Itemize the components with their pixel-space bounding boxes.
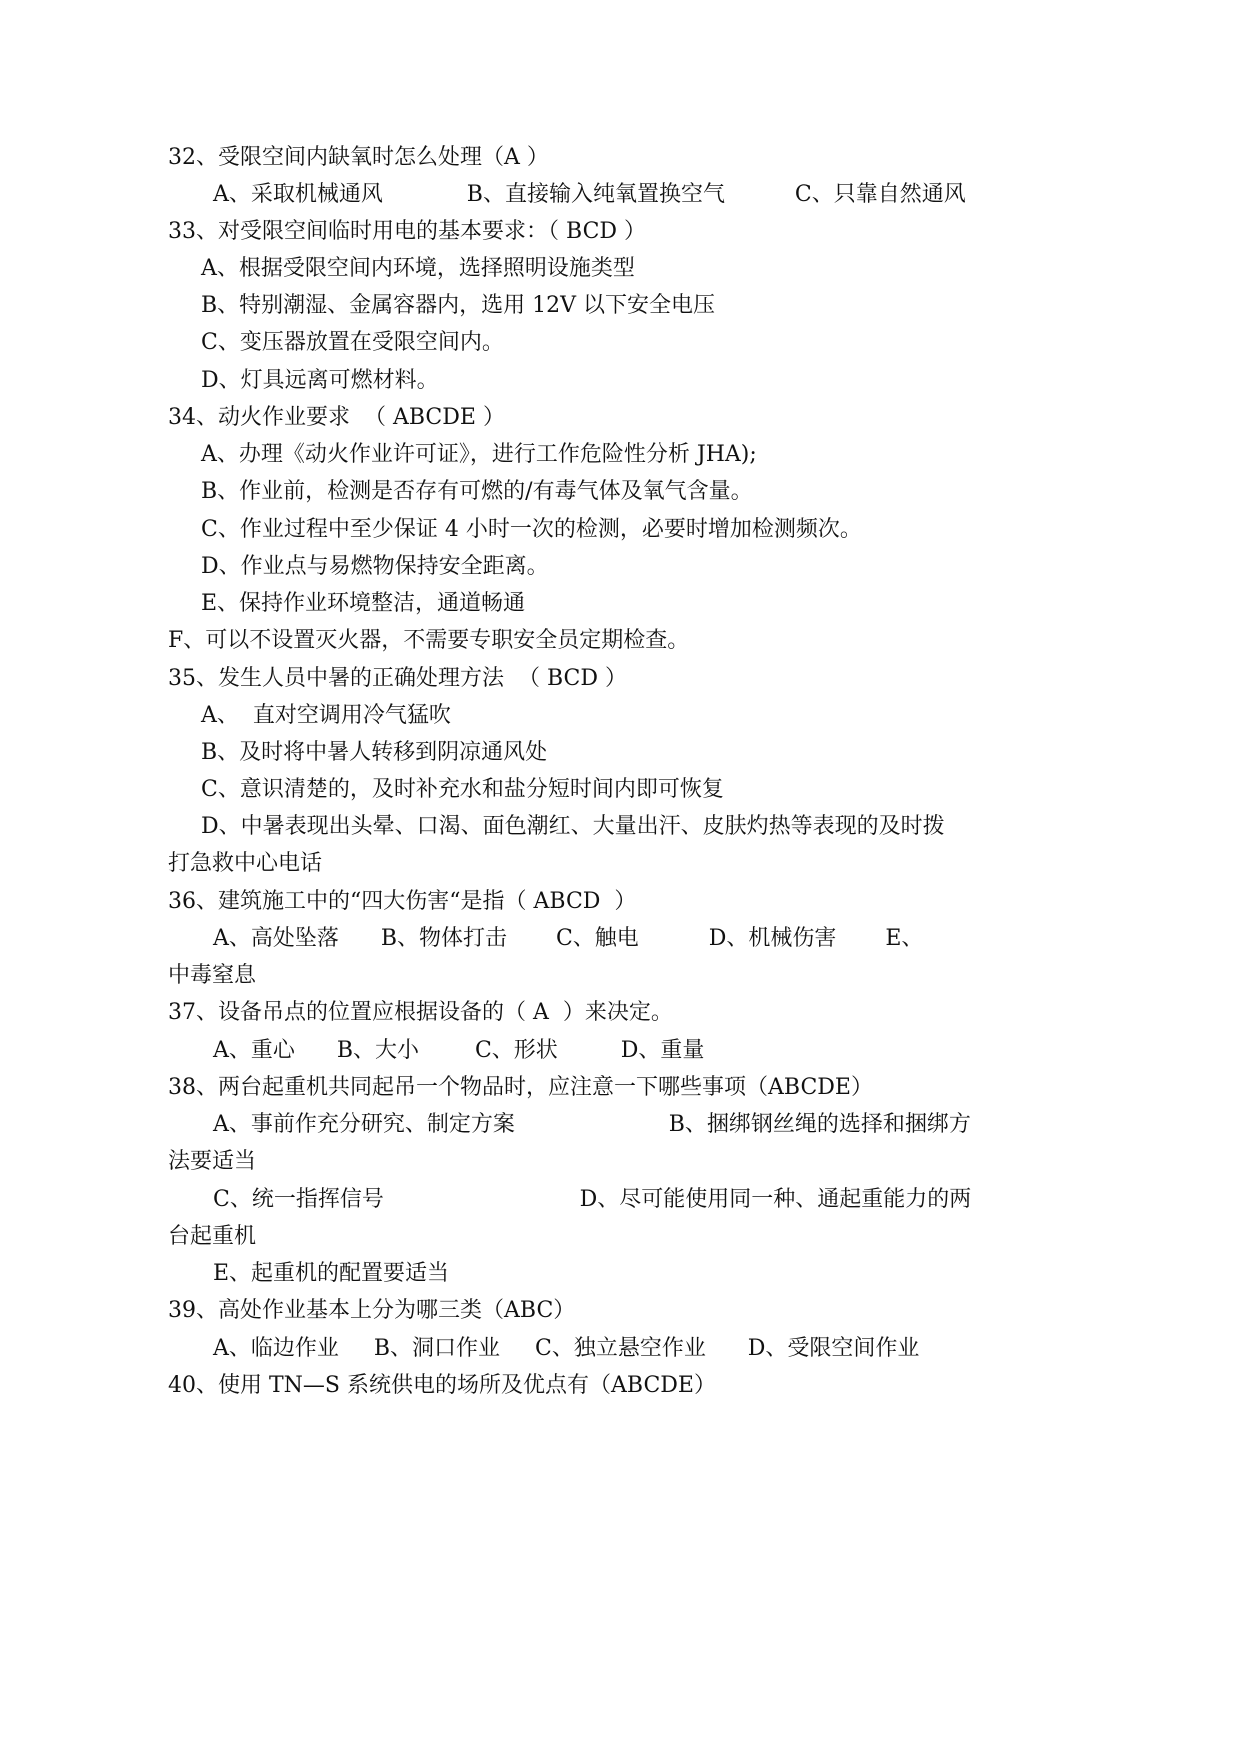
q34-option-c: C、作业过程中至少保证 4 小时一次的检测，必要时增加检测频次。: [201, 517, 862, 542]
q34-option-d: D、作业点与易燃物保持安全距离。: [201, 554, 549, 579]
q36-title: 36、建筑施工中的“四大伤害“是指（ ABCD ）: [168, 889, 637, 914]
q35-option-d: D、中暑表现出头晕、口渴、面色潮红、大量出汗、皮肤灼热等表现的及时拨: [201, 814, 945, 839]
q37-options: A、重心 B、大小 C、形状 D、重量: [213, 1038, 705, 1063]
q35-option-a: A、 直对空调用冷气猛吹: [201, 703, 451, 728]
q35-title: 35、发生人员中暑的正确处理方法 （ BCD ）: [168, 666, 628, 691]
q33-option-d: D、灯具远离可燃材料。: [201, 368, 439, 393]
q35-option-d-cont: 打急救中心电话: [168, 851, 323, 876]
q38-options-cd: C、统一指挥信号 D、尽可能使用同一种、通起重能力的两: [213, 1187, 972, 1212]
q36-options-cont: 中毒窒息: [168, 963, 257, 988]
q38-option-e: E、起重机的配置要适当: [213, 1261, 450, 1286]
q34-option-f: F、可以不设置灭火器，不需要专职安全员定期检查。: [168, 628, 690, 653]
q37-title: 37、设备吊点的位置应根据设备的（ A ）来决定。: [168, 1000, 673, 1025]
q38-options-ab: A、事前作充分研究、制定方案 B、捆绑钢丝绳的选择和捆绑方: [213, 1112, 971, 1137]
q36-options: A、高处坠落 B、物体打击 C、触电 D、机械伤害 E、: [213, 926, 924, 951]
q38-options-cd-cont: 台起重机: [168, 1224, 257, 1249]
q32-title: 32、受限空间内缺氧时怎么处理（A ）: [168, 145, 549, 170]
q34-option-b: B、作业前，检测是否存有可燃的/有毒气体及氧气含量。: [201, 479, 753, 504]
q35-option-c: C、意识清楚的，及时补充水和盐分短时间内即可恢复: [201, 777, 724, 802]
q33-title: 33、对受限空间临时用电的基本要求：（ BCD ）: [168, 219, 647, 244]
q33-option-a: A、根据受限空间内环境，选择照明设施类型: [201, 256, 635, 281]
q39-title: 39、高处作业基本上分为哪三类（ABC）: [168, 1298, 576, 1323]
q34-title: 34、动火作业要求 （ ABCDE ）: [168, 405, 505, 430]
q34-option-e: E、保持作业环境整洁，通道畅通: [201, 591, 526, 616]
q33-option-c: C、变压器放置在受限空间内。: [201, 330, 504, 355]
q33-option-b: B、特别潮湿、金属容器内，选用 12V 以下安全电压: [201, 293, 716, 318]
q35-option-b: B、及时将中暑人转移到阴凉通风处: [201, 740, 548, 765]
q38-options-ab-cont: 法要适当: [168, 1149, 257, 1174]
q38-title: 38、两台起重机共同起吊一个物品时，应注意一下哪些事项（ABCDE）: [168, 1075, 873, 1100]
q39-options: A、临边作业 B、洞口作业 C、独立悬空作业 D、受限空间作业: [213, 1336, 920, 1361]
q34-option-a: A、办理《动火作业许可证》，进行工作危险性分析 JHA);: [201, 442, 757, 467]
q32-options: A、采取机械通风 B、直接输入纯氧置换空气 C、只靠自然通风: [213, 182, 966, 207]
q40-title: 40、使用 TN—S 系统供电的场所及优点有（ABCDE）: [168, 1373, 716, 1398]
